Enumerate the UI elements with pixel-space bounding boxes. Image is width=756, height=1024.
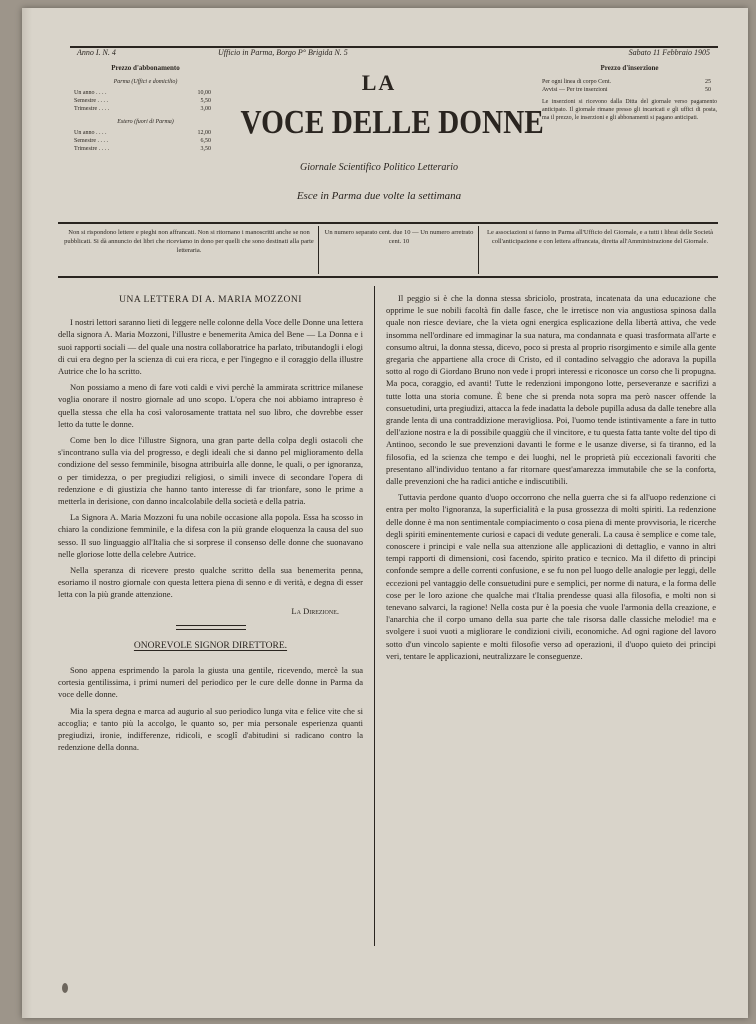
price-label: Per ogni linea di corpo Cent.: [542, 79, 611, 85]
paragraph: La Signora A. Maria Mozzoni fu una nobile occasione alla popola. Essa ha scosso in chiaro la condizione femminile, e la difesa con la più grande eloquenza la causa del suo sesso. Il suo linguaggio all'Italia che si sorprese il consenso delle donne che suonavano nelle gloriose lotte della celebre Autrice.: [58, 512, 363, 559]
price-value: 50: [705, 87, 711, 93]
paragraph: Mia la spera degna e marca ad augurio al suo periodico lunga vita e felice vite che si accoglia; e tanto più la accolgo, le quanto so, per mia personale esperienza quanti pregiudizi, ironie, indifferenze, ridicoli, e scoglî d'abitudini si radicano contro la redenzione della donna.: [58, 705, 363, 753]
article-title: UNA LETTERA DI A. MARIA MOZZONI: [119, 295, 302, 305]
masthead-subtitle: Giornale Scientifico Politico Letterario: [299, 162, 459, 173]
issue-number: Anno I. N. 4: [77, 48, 116, 57]
price-label: Avvisi — Per tre inserzioni: [542, 87, 608, 93]
paragraph: Sono appena esprimendo la parola la giusta una gentile, ricevendo, mercè la sua cortesia gentilissima, i primi numeri del periodico per le cure delle donne in Parma da voce delle donne.: [58, 665, 363, 700]
paragraph: Nella speranza di ricevere presto qualche scritto della sua benemerita penna, esoriamo il nostro giornale con questa lettera piena di senno e di verità, e degna di esser letta con la più grande attenzione.: [58, 565, 363, 600]
signature: La Direzione.: [291, 605, 339, 616]
price-value: 6,50: [200, 138, 211, 144]
paragraph: I nostri lettori saranno lieti di leggere nelle colonne della Voce delle Donne una lettera della signora A. Maria Mozzoni, l'illustre e benemerita Amica del Bene — La Donna e i suoi rapporti sociali — del quale una nostra collaboratrice ha parlato, tributandogli i elogi di cui era degno per la scienza di cui era ricca, e per l'ingegno e il coraggio della illustre Autrice che lo ha scritto.: [58, 317, 363, 377]
office-address: Ufficio in Parma, Borgo P° Brigida N. 5: [218, 48, 348, 57]
paragraph: Il peggio si è che la donna stessa sbriciolo, prostrata, incatenata da una educazione che opprime le sue nobili facoltà fin dalle fasce, che le irretisce non via angustiosa spinosa dalla quale non riesce deviare, che la vieta ogni energica esplicazione della libertà attiva, che vede insomma nell'ordinare ed immaginar la sua natura, ma condannata e quasi trasformata all'arte e consumo altrui, la donna stessa, dicevo, poco si presta al proprio risorgimento e simile alla gente gregaria che appartiene alla croce di Cristo, ed il contadino selvaggio che adorava la pupilla sotto al rogo di Giordano Bruno non vede i propri interessi e riconosce un corso che li propugna. Ma poca, coraggio, ed avanti! Tutte le redenzioni impongono lotte, perseveranze e sacrifizi a tutte lotta una storia comune. È bene che si prenda nota sopra ma però nascer offende la consuetudini, urta pregiudizi, attacca la fede inadatta la debole pupilla adusa da dalle tenebre alla grande lenta di una contraddizione meravigliosa. Poi, l'uomo tende istintivamente a fare in tutto dell'azione nostra e la di possibile quaggiù che il vincitore, e tu questa fatta tante volte del tipo di Antinoo, secondo le sue prevenzioni davanti le forme e le usanze diverse, si fa tiranno, ed la filosofia, ed la scienza che tempo e dei luoghi, nel le proprietà più eccezionali favoriti che presentano all'individuo tentano a far ritornare quest'amarezza immutabile che se la conforta, dalle prevenzioni che ha radici antiche e indiscutibili.: [386, 293, 716, 487]
price-value: 5,50: [200, 98, 211, 104]
notice-left: Non si rispondono lettere e pieghi non affrancati. Non si ritornano i manoscritti anche se non pubblicati. Si dà annuncio dei libri che riceviamo in dono per quelli che sono destinati alla parte letteraria.: [64, 229, 314, 254]
masthead-title: VOCE DELLE DONNE: [240, 104, 544, 141]
newspaper-page: [22, 8, 748, 1018]
paragraph: Come ben lo dice l'illustre Signora, una gran parte della colpa degli ostacoli che s'incontrano sulla via del progresso, e degli ideali che si danno pel miglioramento della condizione del sesso femminile, bisogna attribuirla alle donne, le quali, o per ignoranza, o per timidezza, o per pregiudizi religiosi, o simili invece di secondare l'opera di redenzione e di giustizia che hanno tanto interesse di far trionfare, sono le prime a metterla in derisione, con danno incalcolabile della società e della patria.: [58, 435, 363, 507]
price-row: [58, 129, 233, 137]
masthead-article: LA: [361, 70, 397, 95]
left-column: [58, 292, 363, 758]
letter-title: ONOREVOLE SIGNOR DIRETTORE.: [133, 640, 288, 651]
price-value: 3,50: [200, 146, 211, 152]
top-rule: [70, 46, 718, 48]
price-row: [58, 145, 233, 153]
ornament-divider: [176, 625, 246, 630]
price-value: 3,00: [200, 106, 211, 112]
price-label: Un anno . . . .: [74, 130, 107, 136]
price-label: Semestre . . . .: [74, 98, 108, 104]
price-value: 10,00: [197, 90, 211, 96]
page-edge: [22, 8, 32, 1018]
price-row: [58, 97, 233, 105]
right-column: [386, 292, 716, 666]
price-row: [58, 137, 233, 145]
price-label: Un anno . . . .: [74, 90, 107, 96]
price-row: [58, 89, 233, 97]
ink-stain: [62, 983, 68, 993]
subscription-heading: Prezzo d'abbonamento: [111, 64, 180, 72]
price-label: Semestre . . . .: [74, 138, 108, 144]
paragraph: Tuttavia perdone quanto d'uopo occorrono che nella guerra che si fa all'uopo redenzione ci entra per molto l'ignoranza, la superficialità e la pusa grossezza di molti spiriti. La redenzione delle donne è ma non sentimentale compiacimento o cosa piena di mente provvisoria, le ricerche degli spiriti eminentemente curiosi e capaci di vedute generali. La causa è semplice e come tale, conoscere i principi e vale nella sua attenzione alle applicazioni di dettaglio, e vanno in altri tempi rapporti di dimensioni, così facendo, spirito pratico e tecnico. Ma il difetto di principi confonde sempre a delle correnti confusione, e se fu non pel luogo delle analogie per leggi, delle eccezioni pel vantaggio delle consuetudini pure e semplici, per norme di natura, e la forma delle cose per le loro azione che qualche mai t'Italia prendesse quasi alla filosofia, e molti non si tenevano salvarci, la ragione! Nella costa pur è la poesia che vuole l'armonia della creazione, e l'anarchia che il corpo umano della sua parte che tale risorsa dalle classiche melodie! ma e svolgere i suoi vuoti a migliorare le condizioni civili, economiche. Ad ogni ragione del lavoro sotto d'un vincolo sapiente e molti filosofie verso ad operazioni, il d'uopo quieto dei principi veri, tentare le applicazioni, neutralizzare le conseguenze.: [386, 492, 716, 661]
column-divider: [374, 286, 375, 946]
notice-divider: [318, 226, 319, 274]
subscription-group2-label: Estero (fuori di Parma): [117, 119, 174, 125]
price-label: Trimestre . . . .: [74, 146, 110, 152]
subscription-group1-label: Parma (Uffici e domicilio): [113, 79, 178, 85]
subscription-prices: [58, 64, 233, 153]
notice-right: Le associazioni si fanno in Parma all'Ufficio del Giornale, e a tutti i librai delle Società coll'anticipazione e con lettera affrancata, diretta all'Amministrazione del Giornale.: [487, 229, 713, 245]
price-row: [58, 105, 233, 113]
price-label: Trimestre . . . .: [74, 106, 110, 112]
notice-rule-top: [58, 222, 718, 224]
price-value: 25: [705, 79, 711, 85]
insertion-prices: [542, 64, 717, 122]
publication-frequency: Esce in Parma due volte la settimana: [296, 190, 462, 202]
paragraph: Non possiamo a meno di fare voti caldi e vivi perchè la ammirata scrittrice milanese voglia onorare il nostro giornale ad uno scopo. L'opera che noi abbiamo intrapreso è quella stessa che ella ha così valorosamente trattata nel suo libro, che dovrebbe esser letto da tutte le donne.: [58, 382, 363, 429]
issue-date: Sabato 11 Febbraio 1905: [628, 48, 710, 57]
price-row: [542, 78, 717, 86]
price-row: [542, 86, 717, 94]
notice-rule-bottom: [58, 276, 718, 278]
insertion-heading: Prezzo d'inserzione: [600, 64, 659, 72]
notice-middle: Un numero separato cent. due 10 — Un numero arretrato cent. 10: [324, 229, 474, 245]
price-value: 12,00: [197, 130, 211, 136]
notice-divider: [478, 226, 479, 274]
insertion-notes: Le inserzioni si ricevono dalla Ditta del giornale verso pagamento anticipato. Il giornale rimane presso gli incaricati e gli uffici di posta, ma il prezzo, le inserzioni e gli abbonamenti si pagano anticipati.: [542, 99, 717, 121]
